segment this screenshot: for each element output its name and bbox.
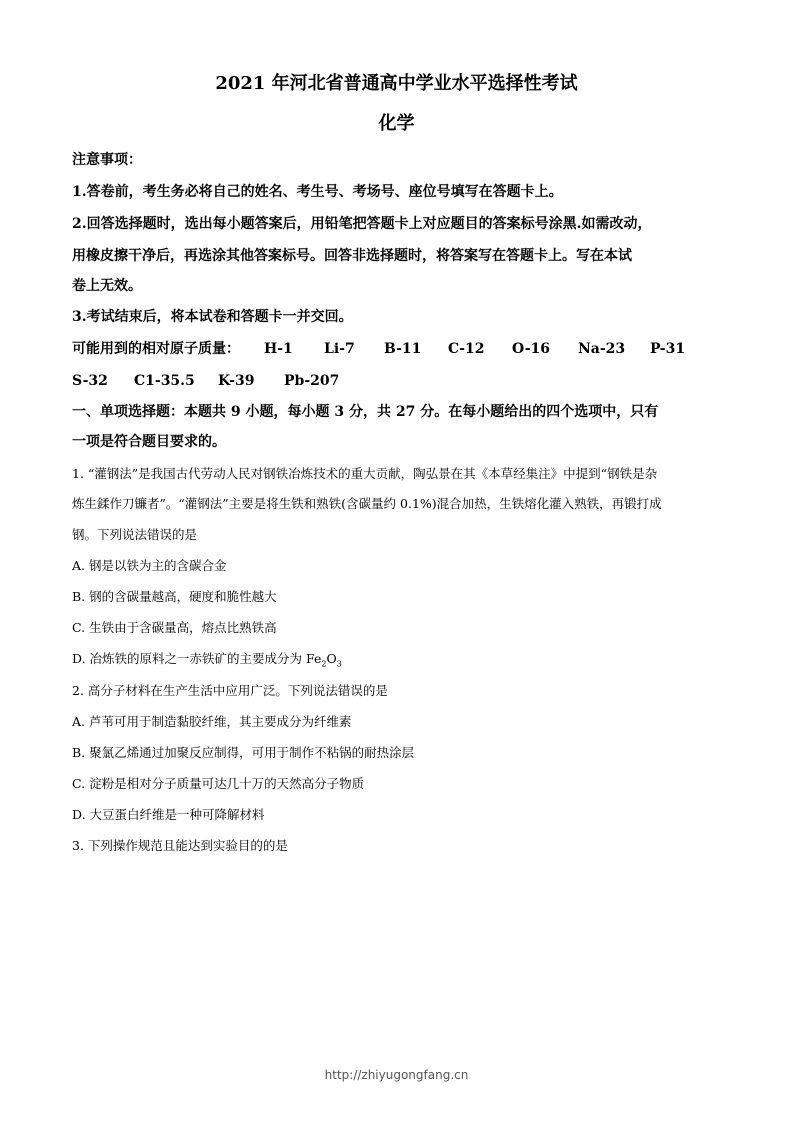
atomic-mass-o: O-16 (512, 341, 551, 357)
q1-option-a: A. 钢是以铁为主的含碳合金 (72, 558, 227, 573)
q1-stem-line-2: 炼生鍒作刀镰者”。“灌钢法”主要是将生铁和熟铁(含碳量约 0.1%)混合加热，生铁熔化灌入熟铁，再锻打成 (72, 496, 662, 511)
subject-title: 化学 (378, 113, 415, 134)
q2-option-d: D. 大豆蛋白纤维是一种可降解材料 (72, 807, 265, 822)
note-2-line-1: 2.回答选择题时，选出每小题答案后，用铅笔把答题卡上对应题目的答案标号涂黑.如需改动， (72, 216, 652, 232)
section-1-heading-line-2: 一项是符合题目要求的。 (72, 434, 226, 450)
note-2-line-2: 用橡皮擦干净后，再选涂其他答案标号。回答非选择题时，将答案写在答题卡上。写在本试 (72, 248, 632, 264)
atomic-mass-label: 可能用到的相对原子质量： (72, 341, 240, 357)
atomic-mass-b: B-11 (384, 341, 422, 357)
q1-option-d-text: D. 冶炼铁的原料之一赤铁矿的主要成分为 (72, 651, 306, 666)
q1-option-c: C. 生铁由于含碳量高，熔点比熟铁高 (72, 620, 277, 635)
q1-stem-line-3: 钢。下列说法错误的是 (72, 527, 198, 542)
note-1: 1.答卷前，考生务必将自己的姓名、考生号、考场号、座位号填写在答题卡上。 (72, 184, 563, 200)
exam-title: 2021 年河北省普通高中学业水平选择性考试 (215, 73, 578, 94)
atomic-mass-h: H-1 (264, 341, 293, 357)
q1-stem-line-1: 1. “灌钢法”是我国古代劳动人民对钢铁冶炼技术的重大贡献，陶弘景在其《本草经集注》中提到“钢铁是杂 (72, 466, 658, 481)
q3-stem: 3. 下列操作规范且能达到实验目的的是 (72, 838, 288, 853)
atomic-mass-c: C-12 (448, 341, 485, 357)
atomic-mass-row-2 (72, 371, 724, 391)
q1-option-b: B. 钢的含碳量越高，硬度和脆性越大 (72, 589, 277, 604)
atomic-mass-p: P-31 (650, 341, 686, 357)
formula-o: O (326, 651, 337, 666)
note-2-line-3: 卷上无效。 (72, 278, 142, 294)
atomic-mass-row-1 (72, 339, 724, 359)
atomic-mass-s: S-32 (72, 373, 108, 389)
atomic-mass-na: Na-23 (578, 341, 626, 357)
notes-heading: 注意事项： (72, 152, 142, 168)
section-1-heading-line-1: 一、单项选择题：本题共 9 小题，每小题 3 分，共 27 分。在每小题给出的四个选项中，只有 (72, 404, 659, 420)
q2-option-c: C. 淀粉是相对分子质量可达几十万的天然高分子物质 (72, 776, 365, 791)
q2-stem: 2. 高分子材料在生产生活中应用广泛。下列说法错误的是 (72, 683, 388, 698)
atomic-mass-k: K-39 (218, 373, 255, 389)
footer-url[interactable]: http://zhiyugongfang.cn (324, 1068, 469, 1082)
atomic-mass-cl: C1-35.5 (134, 373, 195, 389)
atomic-mass-li: Li-7 (324, 341, 355, 357)
q2-option-a: A. 芦苇可用于制造黏胶纤维，其主要成分为纤维素 (72, 714, 352, 729)
note-3: 3.考试结束后，将本试卷和答题卡一并交回。 (72, 309, 353, 325)
formula-fe: Fe (306, 651, 322, 666)
q1-option-d (72, 650, 724, 668)
q2-option-b: B. 聚氯乙烯通过加聚反应制得，可用于制作不粘锅的耐热涂层 (72, 745, 415, 760)
atomic-mass-pb: Pb-207 (284, 373, 340, 389)
formula-sub-2: 2 (321, 659, 327, 668)
formula-sub-3: 3 (336, 659, 342, 668)
